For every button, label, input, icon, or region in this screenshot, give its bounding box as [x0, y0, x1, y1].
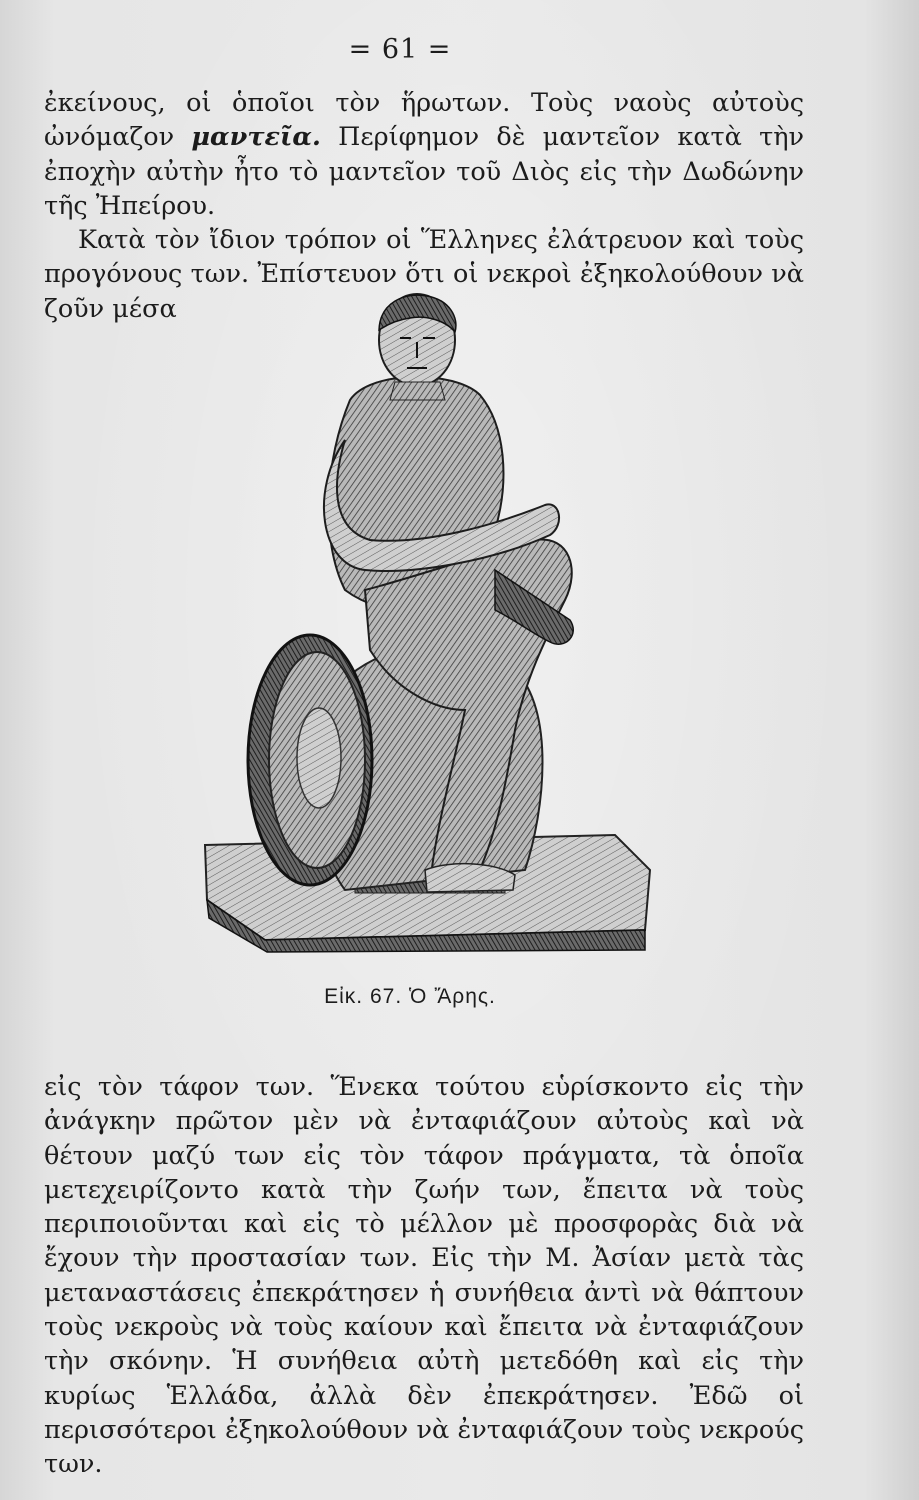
ares-statue-figure: [195, 290, 665, 955]
keyword-manteia: μαντεῖα.: [191, 122, 321, 153]
paragraph-oracles: [44, 86, 804, 223]
paragraph-ancestors: Κατὰ τὸν ἴδιον τρόπον οἱ Ἕλληνες ἐλάτρευον καὶ τοὺς προγόνους των. Ἐπίστευον ὅτι οἱ νεκροὶ ἐξηκολούθουν νὰ ζοῦν μέσα: [44, 225, 804, 324]
paragraph-burial: εἰς τὸν τάφον των. Ἕνεκα τούτου εὑρίσκοντο εἰς τὴν ἀνάγκην πρῶτον μὲν νὰ ἐνταφιάζουν αὐτοὺς καὶ νὰ θέτουν μαζύ των εἰς τὸν τάφον πράγματα, τὰ ὁποῖα μετεχειρίζοντο κατὰ τὴν ζωήν των, ἔπειτα νὰ τοὺς περιποιοῦνται καὶ εἰς τὸ μέλλον μὲ προσφορὰς διὰ νὰ ἔχουν τὴν προστασίαν των. Εἰς τὴν Μ. Ἀσίαν μετὰ τὰς μεταναστάσεις ἐπεκράτησεν ἡ συνήθεια ἀντὶ νὰ θάπτουν τοὺς νεκροὺς νὰ τοὺς καίουν καὶ ἔπειτα νὰ ἐνταφιάζουν τὴν σκόνην. Ἡ συνήθεια αὐτὴ μετεδόθη καὶ εἰς τὴν κυρίως Ἑλλάδα, ἀλλὰ δὲν ἐπεκράτησεν. Ἐδῶ οἱ περισσότεροι ἐξηκολούθουν νὰ ἐνταφιάζουν τοὺς νεκρούς των.: [44, 1072, 804, 1480]
shield: [248, 635, 372, 885]
ares-statue-engraving: [195, 290, 665, 955]
paragraph-line: ἐκείνους, οἱ ὁποῖοι τὸν ἥρωτων. Τοὺς ναοὺς αὐτοὺς ὠνόμαζον: [44, 88, 804, 153]
figure-caption: Εἰκ. 67. Ὁ Ἄρης.: [324, 985, 496, 1008]
page-number: = 61 =: [348, 34, 452, 65]
bottom-text-block: [44, 1070, 804, 1482]
paragraph-continuation: Περίφημον δὲ μαντεῖον κατὰ τὴν ἐποχὴν αὐτὴν ἦτο τὸ μαντεῖον τοῦ Διὸς εἰς τὴν Δωδώνην τῆς Ἠπείρου.: [44, 122, 805, 221]
